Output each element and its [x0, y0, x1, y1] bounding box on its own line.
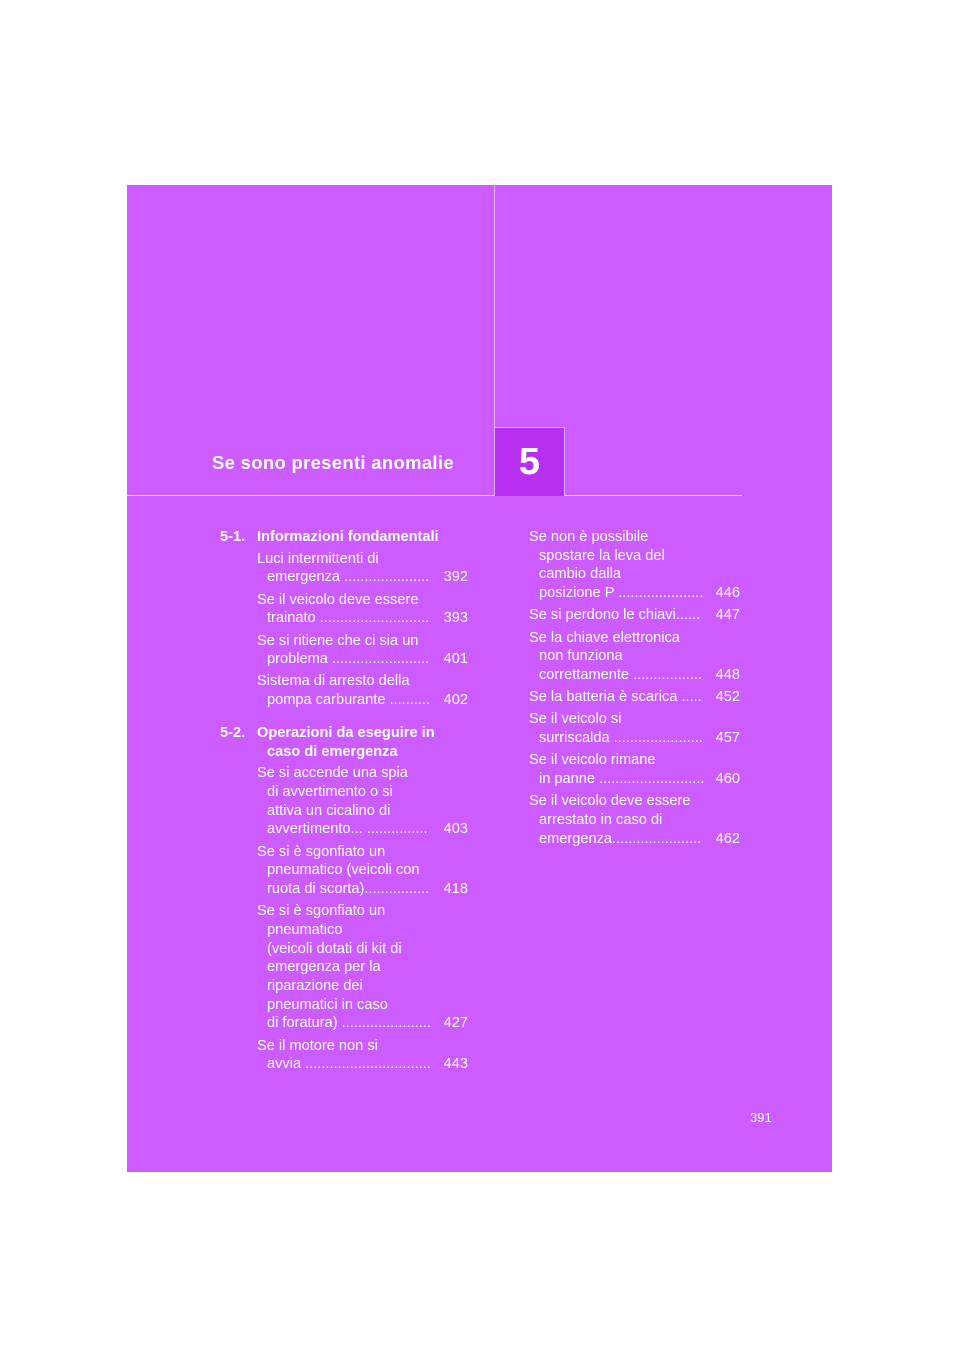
toc-entry[interactable]: [529, 751, 740, 788]
toc-entry-page: 393: [443, 610, 468, 627]
toc-entry-page: 402: [443, 692, 468, 709]
toc-entry[interactable]: [257, 764, 468, 839]
toc-entry-page: 392: [443, 569, 468, 586]
toc-entry[interactable]: [257, 1037, 468, 1074]
toc-entry-text: Se si accende una spia di avvertimento o si attiva un cicalino di avvertimento... ...............: [257, 765, 428, 838]
toc-entry-text: Se si ritiene che ci sia un problema ........................: [257, 632, 430, 668]
toc-entry-text: Se si è sgonfiato un pneumatico (veicoli con ruota di scorta)................: [257, 843, 430, 897]
toc-entry-text: Se si perdono le chiavi......: [529, 607, 701, 624]
toc-entry[interactable]: [257, 591, 468, 628]
toc-entry-page: 448: [715, 666, 740, 683]
toc-left-column: [220, 528, 468, 1088]
page-number: 391: [750, 1110, 772, 1125]
section-title: Informazioni fondamentali: [257, 529, 439, 545]
toc-section: [220, 528, 468, 710]
toc-entry-text: Se si è sgonfiato un pneumatico (veicoli dotati di kit di emergenza per la riparazione dei pneumatici in caso di foratura) ......................: [257, 903, 431, 1032]
chapter-number: 5: [518, 440, 541, 483]
toc-entry-page: 401: [443, 651, 468, 668]
chapter-number-box: [494, 427, 565, 496]
toc-entry-text: Se il veicolo rimane in panne ..........................: [529, 752, 705, 787]
toc-entry-text: Se non è possibile spostare la leva del cambio dalla posizione P .....................: [529, 529, 704, 602]
toc-entry-page: 403: [443, 821, 468, 838]
toc-entry[interactable]: [529, 606, 740, 625]
toc-entry-text: Se il motore non si avvia ...............................: [257, 1037, 431, 1073]
section-heading[interactable]: [220, 724, 468, 761]
toc-section: [220, 724, 468, 1074]
toc-entry[interactable]: [529, 688, 740, 707]
section-number: 5-2.: [220, 724, 246, 741]
horizontal-divider: [127, 495, 742, 496]
toc-entry[interactable]: [529, 629, 740, 685]
toc-entry-text: Luci intermittenti di emergenza .....................: [257, 550, 430, 586]
toc-entry-text: Sistema di arresto della pompa carburante ..........: [257, 673, 431, 709]
toc-entry-page: 443: [443, 1056, 468, 1073]
toc-entry-text: Se la batteria è scarica .....: [529, 689, 702, 706]
section-heading[interactable]: [220, 528, 468, 547]
toc-entry[interactable]: [529, 710, 740, 747]
toc-entry[interactable]: [257, 550, 468, 587]
toc-entry-text: Se il veicolo si surriscalda ......................: [529, 711, 703, 747]
section-number: 5-1.: [220, 529, 246, 545]
toc-entry[interactable]: [257, 632, 468, 669]
toc-entry-page: 462: [715, 830, 740, 847]
toc-entry-text: Se il veicolo deve essere trainato ...........................: [257, 591, 430, 627]
toc-right-column: [529, 528, 740, 852]
toc-entry[interactable]: [257, 902, 468, 1033]
toc-entry[interactable]: [529, 792, 740, 848]
toc-entry-page: 460: [715, 770, 740, 787]
toc-entry[interactable]: [257, 672, 468, 709]
toc-entry-page: 427: [443, 1015, 468, 1032]
toc-entry-page: 452: [715, 689, 740, 706]
toc-entry[interactable]: [529, 528, 740, 603]
toc-entry[interactable]: [257, 843, 468, 899]
toc-entry-page: 447: [715, 607, 740, 624]
toc-entry-page: 418: [443, 880, 468, 897]
toc-entry-page: 446: [715, 585, 740, 602]
toc-entry-text: Se il veicolo deve essere arrestato in caso di emergenza......................: [529, 793, 702, 847]
chapter-title: Se sono presenti anomalie: [212, 452, 454, 473]
toc-entry-text: Se la chiave elettronica non funziona correttamente .................: [529, 629, 703, 683]
toc-entry-page: 457: [715, 730, 740, 747]
section-title: Operazioni da eseguire in caso di emergenza: [257, 724, 435, 760]
